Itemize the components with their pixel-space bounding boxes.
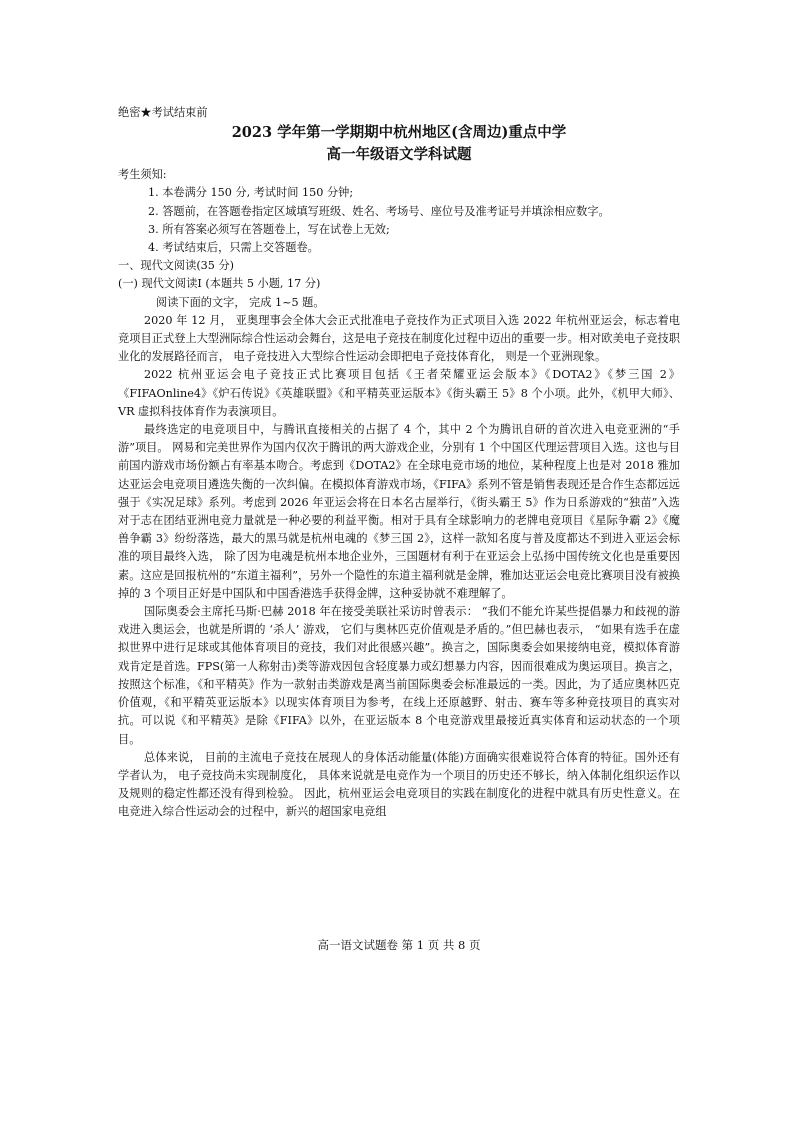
passage-paragraph: 最终选定的电竞项目中，与腾讯直接相关的占据了 4 个，其中 2 个为腾讯自研的首次进入电竞亚洲的“手游”项目。 网易和完美世界作为国内仅次于腾讯的两大游戏企业，分别有 1 个中国区代理运营项目入选。这也与目前国内游戏市场份额占有率基本吻合。考虑到《DOTA2》在全球电竞市场的地位，某种程度上也是对 2018 雅加达亚运会电竞项目遴选失衡的一次纠偏。在模拟体育游戏市场，《FIFA》系列不管是销售表现还是合作生态都远远强于《实况足球》系列。考虑到 2026 年亚运会将在日本名古屋举行，《街头霸王 5》作为日系游戏的“独苗”入选对于志在团结亚洲电竞力量就是一种必要的利益平衡。相对于具有全球影响力的老牌电竞项目《星际争霸 2》《魔兽争霸 3》纷纷落选，最大的黑马就是杭州电魂的《梦三国 2》，这样一款知名度与普及度都达不到进入亚运会标准的项目最终入选， 除了因为电魂是杭州本地企业外，三国题材有利于在亚运会上弘扬中国传统文化也是重要因素。这应是回报杭州的“东道主福利”，另外一个隐性的东道主福利就是金牌，雅加达亚运会电竞比赛项目没有被换掉的 3 个项目正好是中国队和中国香港选手获得金牌，这种妥协就不难理解了。	[118, 423, 680, 600]
notice-item: 3. 所有答案必须写在答题卷上，写在试卷上无效;	[148, 222, 390, 236]
exam-page	[118, 104, 680, 952]
notice-item: 4. 考试结束后，只需上交答题卷。	[148, 241, 319, 255]
exam-subtitle: 高一年级语文学科试题	[326, 146, 472, 164]
reading-instruction: 阅读下面的文字， 完成 1~5 题。	[156, 295, 325, 309]
passage-paragraph: 2022 杭州亚运会电子竞技正式比赛项目包括《王者荣耀亚运会版本》《DOTA2》《梦三国 2》《FIFAOnline4》《炉石传说》《英雄联盟》《和平精英亚运版本》《街头霸王 5》8 个小项。此外，《机甲大师》、VR 虚拟科技体育作为表演项目。	[118, 368, 680, 418]
passage-paragraph: 2020 年 12 月， 亚奥理事会全体大会正式批准电子竞技作为正式项目入选 2022 年杭州亚运会，标志着电竞项目正式登上大型洲际综合性运动会舞台，这是电子竞技在制度化过程中迈出的重要一步。相对欧美电子竞技职业化的发展路径而言， 电子竞技进入大型综合性运动会即把电子竞技体育化， 则是一个亚洲现象。	[118, 313, 680, 364]
section-heading: 一、现代文阅读(35 分)	[118, 259, 235, 273]
passage-paragraph: 国际奥委会主席托马斯·巴赫 2018 年在接受美联社采访时曾表示： “我们不能允许某些提倡暴力和歧视的游戏进入奥运会，也就是所谓的 ‘杀人’ 游戏， 它们与奥林匹克价值观是矛盾的。”但巴赫也表示， “如果有选手在虚拟世界中进行足球或其他体育项目的竞技，我们对此很感兴趣”。换言之，国际奥委会如果接纳电竞，模拟体育游戏肯定是首选。FPS(第一人称射击)类等游戏因包含轻度暴力或幻想暴力内容，因而很难成为奥运项目。换言之，按照这个标准，《和平精英》作为一款射击类游戏是离当前国际奥委会标准最远的一类。因此，为了适应奥林匹克价值观，《和平精英亚运版本》以现实体育项目为参考，在线上还原越野、射击、赛车等多种竞技项目的真实对抗。可以说《和平精英》是除《FIFA》以外，在亚运版本 8 个电竞游戏里最接近真实体育和运动状态的一个项目。	[118, 605, 680, 746]
exam-title: 2023 学年第一学期期中杭州地区(含周边)重点中学	[231, 124, 567, 142]
notice-heading: 考生须知:	[118, 168, 167, 182]
notice-item: 2. 答题前，在答题卷指定区域填写班级、姓名、考场号、座位号及准考证号并填涂相应数字。	[148, 204, 610, 218]
page-footer: 高一语文试题卷 第 1 页 共 8 页	[317, 938, 481, 952]
confidential-mark: 绝密★考试结束前	[118, 106, 208, 119]
passage-paragraph: 总体来说， 目前的主流电子竞技在展现人的身体活动能量(体能)方面确实很难说符合体育的特征。国外还有学者认为， 电子竞技尚未实现制度化， 具体来说就是电竞作为一个项目的历史还不够长，纳入体制化组织运作以及规则的稳定性都还没有得到检验。 因此，杭州亚运会电竞项目的实践在制度化的进程中就具有历史性意义。在电竞进入综合性运动会的过程中，新兴的超国家电竞组	[118, 750, 680, 819]
notice-item: 1. 本卷满分 150 分, 考试时间 150 分钟;	[148, 186, 354, 200]
subsection-heading: (一) 现代文阅读Ⅰ (本题共 5 小题, 17 分)	[118, 277, 321, 291]
